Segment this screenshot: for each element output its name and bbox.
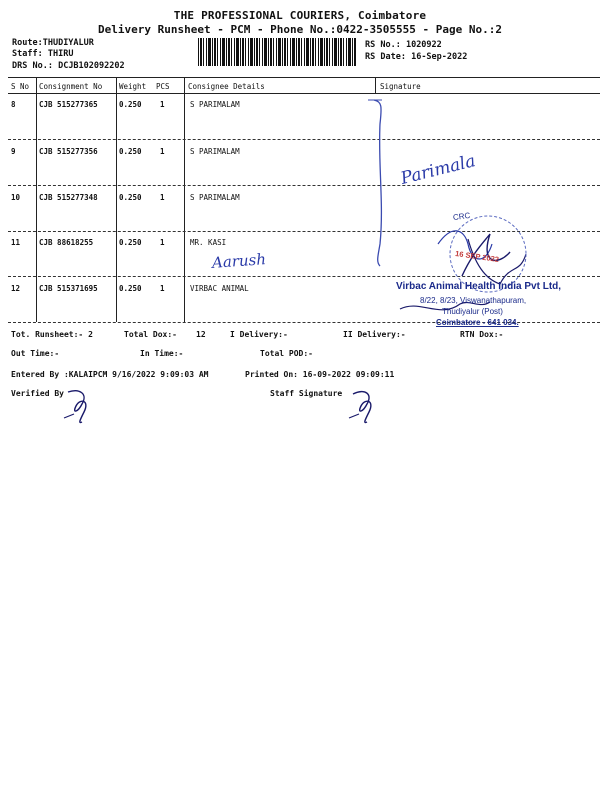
table-row-weight: 0.250 xyxy=(119,100,142,109)
rs-no-label: RS No.: xyxy=(365,40,401,50)
table-row-pcs: 1 xyxy=(160,147,165,156)
table-row-sno: 8 xyxy=(11,100,16,109)
table-row-consignee: S PARIMALAM xyxy=(190,100,240,109)
rs-date-label: RS Date: xyxy=(365,52,406,62)
table-top-rule xyxy=(8,77,600,78)
page-title: THE PROFESSIONAL COURIERS, Coimbatore xyxy=(173,9,427,22)
rs-no-value: 1020922 xyxy=(405,40,442,50)
total-dox-label: Total Dox:- xyxy=(124,330,177,339)
table-row-consignee: VIRBAC ANIMAL xyxy=(190,284,249,293)
table-row-sno: 11 xyxy=(11,238,21,247)
table-row-weight: 0.250 xyxy=(119,284,142,293)
col-header-pcs: PCS xyxy=(156,82,170,91)
table-row-consignment: CJB 515371695 xyxy=(39,284,98,293)
verified-by: Verified By xyxy=(11,389,64,398)
out-time: Out Time:- xyxy=(11,349,60,358)
handwritten-signature-kasi: Aarush xyxy=(211,250,267,272)
rs-date-value: 16-Sep-2022 xyxy=(411,52,468,62)
table-row-sno: 9 xyxy=(11,147,16,156)
table-row-sno: 10 xyxy=(11,193,21,202)
i-delivery: I Delivery:- xyxy=(230,330,288,339)
table-row-consignment: CJB 88618255 xyxy=(39,238,94,247)
handwritten-signature-parimalam: Parimala xyxy=(398,151,478,189)
table-row-consignment: CJB 515277356 xyxy=(39,147,98,156)
company-stamp-name: Virbac Animal Health India Pvt Ltd, xyxy=(396,281,562,292)
staff-signature-label: Staff Signature xyxy=(270,389,343,398)
stamp-top-text: CRC xyxy=(452,210,471,223)
col-header-consignee: Consignee Details xyxy=(188,82,265,91)
barcode xyxy=(198,38,356,66)
page-subtitle: Delivery Runsheet - PCM - Phone No.:0422-3505555 - Page No.:2 xyxy=(98,23,502,36)
table-row-consignee: S PARIMALAM xyxy=(190,147,240,156)
company-stamp-address1: 8/22, 8/23, Viswanathapuram, xyxy=(420,296,527,305)
col-divider xyxy=(184,77,185,322)
col-header-sno: S No xyxy=(11,82,30,91)
drs-label: DRS No.: xyxy=(12,61,53,71)
table-row-pcs: 1 xyxy=(160,100,165,109)
staff-label: Staff: xyxy=(12,49,43,59)
verified-signature xyxy=(60,384,110,429)
col-header-weight: Weight xyxy=(119,82,147,91)
table-row-consignment: CJB 515277348 xyxy=(39,193,98,202)
company-stamp-address2: Thudiyalur (Post) xyxy=(442,307,503,316)
table-row-weight: 0.250 xyxy=(119,193,142,202)
table-row-pcs: 1 xyxy=(160,193,165,202)
table-row-pcs: 1 xyxy=(160,284,165,293)
route-value: THUDIYALUR xyxy=(42,38,94,48)
route-label: Route: xyxy=(12,38,43,48)
col-divider xyxy=(36,77,37,322)
table-row-consignee: MR. KASI xyxy=(190,238,227,247)
col-header-signature: Signature xyxy=(380,82,421,91)
route-line xyxy=(12,38,94,48)
table-row-consignee: S PARIMALAM xyxy=(190,193,240,202)
ii-delivery: II Delivery:- xyxy=(343,330,406,339)
table-row-consignment: CJB 515277365 xyxy=(39,100,98,109)
drs-line xyxy=(12,61,125,71)
staff-line xyxy=(12,49,73,59)
company-stamp-address3: Coimbatore - 641 034. xyxy=(436,318,519,327)
staff-value: THIRU xyxy=(47,49,74,59)
rs-date-line xyxy=(365,52,467,62)
total-runsheet: Tot. Runsheet:- 2 xyxy=(11,330,93,339)
in-time: In Time:- xyxy=(140,349,184,358)
total-dox-value: 12 xyxy=(196,330,206,339)
table-row-sno: 12 xyxy=(11,284,21,293)
col-header-consignment: Consignment No xyxy=(39,82,103,91)
table-row-weight: 0.250 xyxy=(119,238,142,247)
staff-signature xyxy=(345,384,395,429)
entered-by: Entered By :KALAIPCM 9/16/2022 9:09:03 AM xyxy=(11,370,209,379)
col-divider xyxy=(375,77,376,93)
rtn-dox: RTN Dox:- xyxy=(460,330,504,339)
printed-on: Printed On: 16-09-2022 09:09:11 xyxy=(245,370,395,379)
table-row-pcs: 1 xyxy=(160,238,165,247)
rs-no-line xyxy=(365,40,442,50)
date-stamp: 16 SEP 2022 xyxy=(454,248,500,265)
col-divider xyxy=(116,77,117,322)
table-row-weight: 0.250 xyxy=(119,147,142,156)
drs-value: DCJB102092202 xyxy=(58,61,125,71)
total-pod: Total POD:- xyxy=(260,349,313,358)
